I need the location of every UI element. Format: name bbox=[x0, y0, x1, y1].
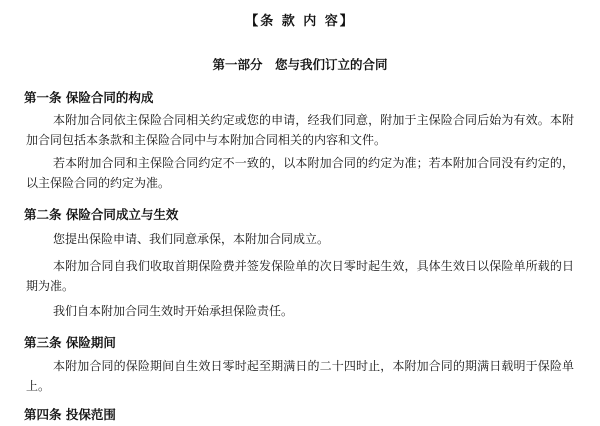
article-2-paragraph-1: 您提出保险申请、我们同意承保，本附加合同成立。 bbox=[53, 232, 330, 246]
part-title: 第一部分 您与我们订立的合同 bbox=[212, 57, 388, 72]
article-1-paragraph-1: 本附加合同依主保险合同相关约定或您的申请，经我们同意，附加于主保险合同后始为有效。本附加合同包括本条款和主保险合同中与本附加合同相关的内容和文件。 bbox=[26, 113, 574, 147]
article-2-paragraph-2: 本附加合同自我们收取首期保险费并签发保险单的次日零时起生效，具体生效日以保险单所载的日期为准。 bbox=[26, 259, 574, 293]
article-4-heading: 第四条 投保范围 bbox=[24, 407, 116, 422]
article-1-heading: 第一条 保险合同的构成 bbox=[24, 90, 154, 105]
article-2-paragraph-3: 我们自本附加合同生效时开始承担保险责任。 bbox=[53, 304, 294, 318]
article-2-heading: 第二条 保险合同成立与生效 bbox=[24, 207, 179, 222]
article-1-paragraph-2: 若本附加合同和主保险合同约定不一致的，以本附加合同的约定为准；若本附加合同没有约定的，以主保险合同的约定为准。 bbox=[26, 156, 574, 190]
document-title: 【条 款 内 容】 bbox=[245, 14, 355, 29]
article-3-heading: 第三条 保险期间 bbox=[24, 335, 116, 350]
article-3-paragraph-1: 本附加合同的保险期间自生效日零时起至期满日的二十四时止，本附加合同的期满日载明于保险单上。 bbox=[26, 359, 574, 393]
